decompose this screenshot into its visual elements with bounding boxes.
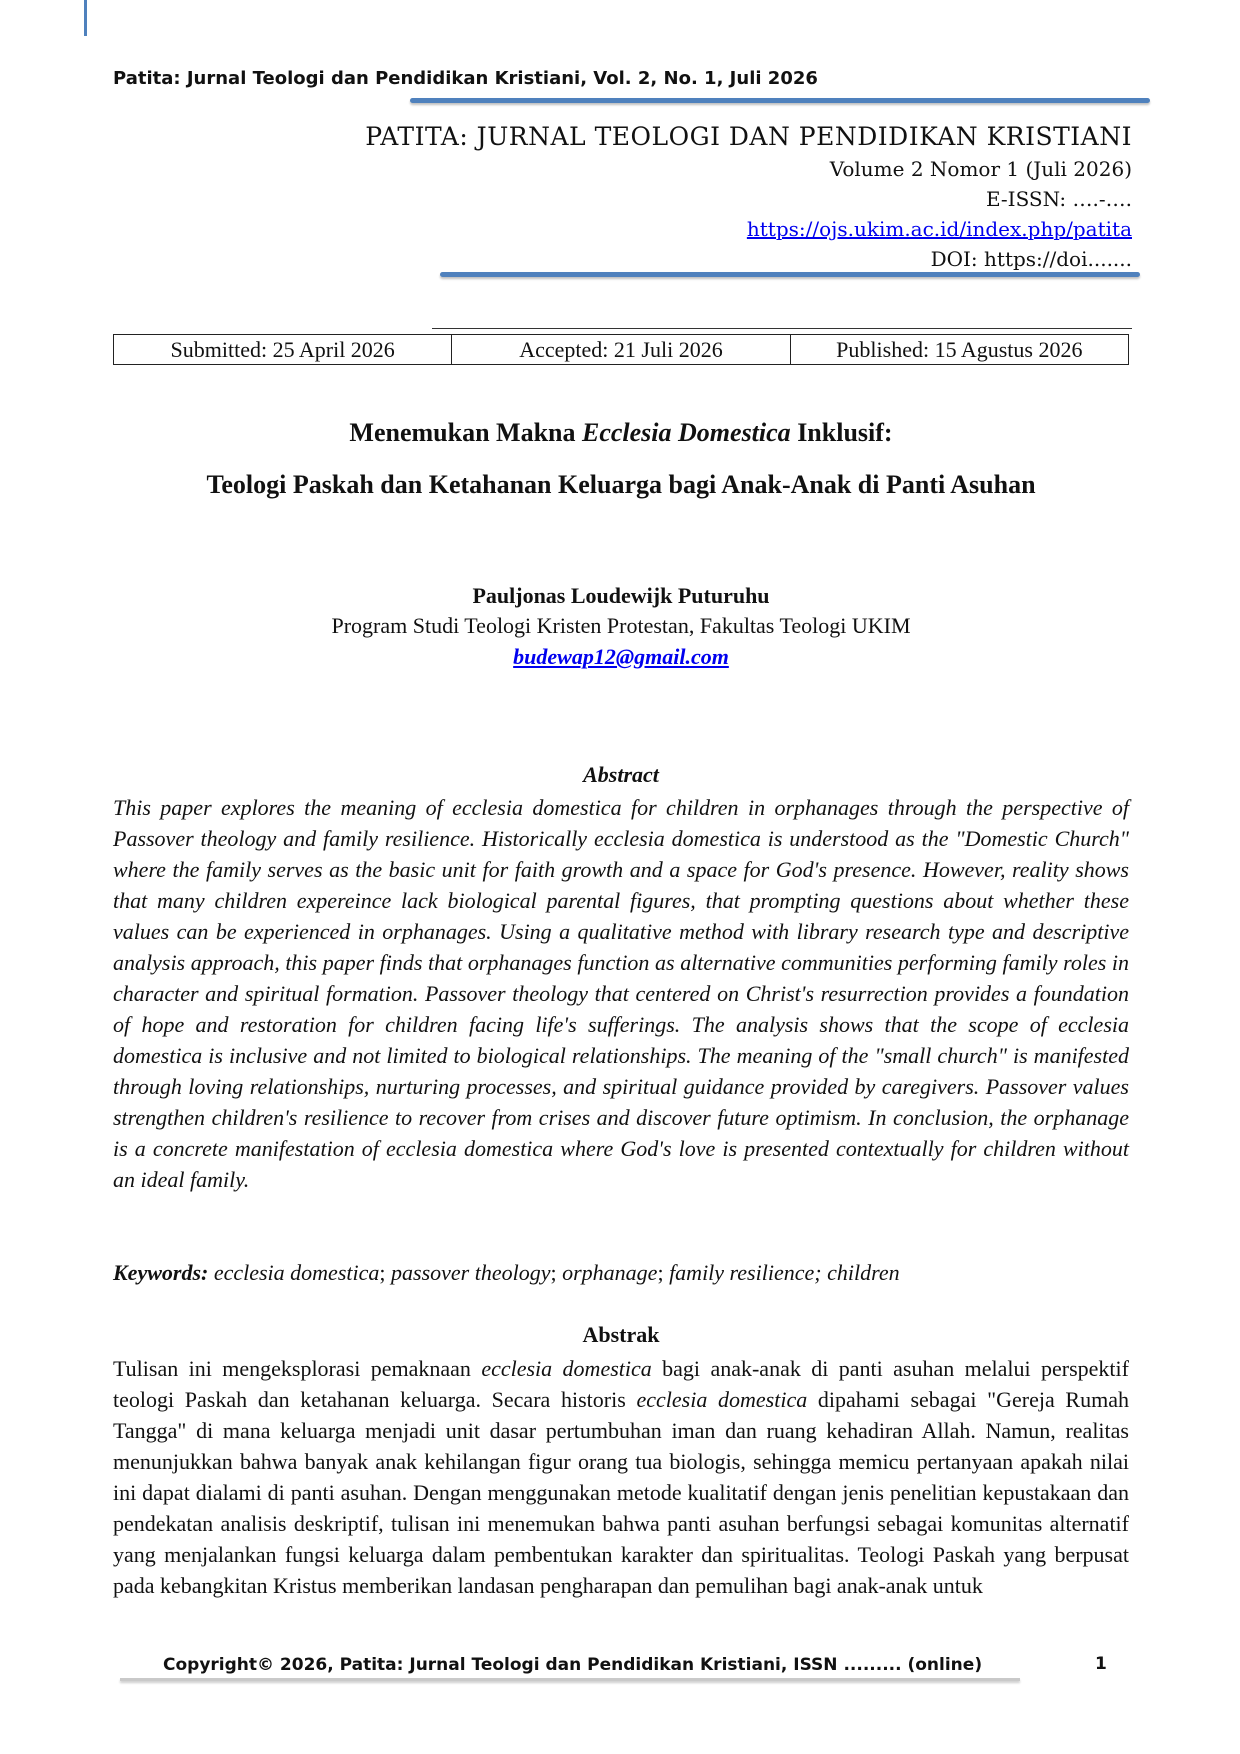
abstrak-text-2: bagi anak-anak di panti asuhan melalui perspektif teologi Paskah dan ketahanan keluarga. Secara historis xyxy=(113,1356,1129,1412)
paper-title-line-2: Teologi Paskah dan Ketahanan Keluarga bagi Anak-Anak di Panti Asuhan xyxy=(206,470,1036,499)
accepted-date: Accepted: 21 Juli 2026 xyxy=(452,335,790,365)
author-email-link[interactable]: budewap12@gmail.com xyxy=(513,644,729,669)
abstract-heading: Abstract xyxy=(583,762,659,787)
author-name: Pauljonas Loudewijk Puturuhu xyxy=(472,583,770,608)
keywords-label: Keywords: xyxy=(113,1260,209,1285)
paper-title-line-1 xyxy=(113,418,1129,448)
submitted-date: Submitted: 25 April 2026 xyxy=(114,335,452,365)
journal-doi: DOI: https://doi....... xyxy=(930,247,1132,271)
keyword-3: orphanage xyxy=(562,1260,658,1285)
title-italic-term: Ecclesia Domestica xyxy=(582,418,791,447)
abstrak-term-2: ecclesia domestica xyxy=(636,1387,808,1412)
keyword-4: family resilience; children xyxy=(669,1260,900,1285)
journal-eissn: E-ISSN: ….-…. xyxy=(985,187,1132,211)
keyword-1: ecclesia domestica xyxy=(208,1260,380,1285)
keyword-sep-2: ; xyxy=(550,1260,563,1285)
author-affiliation: Program Studi Teologi Kristen Protestan, Fakultas Teologi UKIM xyxy=(331,613,911,638)
keyword-sep-1: ; xyxy=(379,1260,392,1285)
running-head: Patita: Jurnal Teologi dan Pendidikan Kristiani, Vol. 2, No. 1, Juli 2026 xyxy=(113,68,818,89)
header-rule-bottom xyxy=(440,272,1140,277)
journal-info xyxy=(365,120,1132,274)
abstrak-heading: Abstrak xyxy=(582,1322,660,1347)
separator-line xyxy=(432,328,1132,329)
keywords xyxy=(113,1260,1129,1286)
dates-table xyxy=(113,334,1129,365)
footer-copyright: Copyright© 2026, Patita: Jurnal Teologi dan Pendidikan Kristiani, ISSN ......... (online) xyxy=(163,1655,983,1675)
journal-url-link[interactable]: https://ojs.ukim.ac.id/index.php/patita xyxy=(746,217,1132,241)
abstract-indonesian xyxy=(113,1353,1129,1601)
page-number: 1 xyxy=(1095,1654,1107,1674)
abstrak-text-1: Tulisan ini mengeksplorasi pemaknaan xyxy=(113,1356,482,1381)
header-rule-top xyxy=(410,98,1150,103)
keyword-sep-3: ; xyxy=(657,1260,670,1285)
published-date: Published: 15 Agustus 2026 xyxy=(790,335,1128,365)
keyword-2: passover theology xyxy=(391,1260,551,1285)
journal-name: PATITA: JURNAL TEOLOGI DAN PENDIDIKAN KRISTIANI xyxy=(365,122,1132,151)
abstrak-text-3: dipahami sebagai "Gereja Rumah Tangga" di mana keluarga menjadi unit dasar pertumbuhan iman dan ruang kehadiran Allah. Namun, realitas menunjukkan bahwa banyak anak kehilangan figur orang tua biologis, sehingga memicu pertanyaan apakah nilai ini dapat dialami di panti asuhan. Dengan menggunakan metode kualitatif dengan jenis penelitian kepustakaan dan pendekatan analisis deskriptif, tulisan ini menemukan bahwa panti asuhan berfungsi sebagai komunitas alternatif yang menjalankan fungsi keluarga dalam pembentukan karakter dan spiritualitas. Teologi Paskah yang berpusat pada kebangkitan Kristus memberikan landasan pengharapan dan pemulihan bagi anak-anak untuk xyxy=(113,1387,1129,1598)
journal-volume: Volume 2 Nomor 1 (Juli 2026) xyxy=(829,157,1132,181)
abstract-english: This paper explores the meaning of ecclesia domestica for children in orphanages through the perspective of Passover theology and family resilience. Historically ecclesia domestica is understood as the "Domestic Church" where the family serves as the basic unit for faith growth and a space for God's presence. However, reality shows that many children expereince lack biological parental figures, that prompting questions about whether these values can be experienced in orphanages. Using a qualitative method with library research type and descriptive analysis approach, this paper finds that orphanages function as alternative communities performing family roles in character and spiritual formation. Passover theology that centered on Christ's resurrection provides a foundation of hope and restoration for children facing life's sufferings. The analysis shows that the scope of ecclesia domestica is inclusive and not limited to biological relationships. The meaning of the "small church" is manifested through loving relationships, nurturing processes, and spiritual guidance provided by caregivers. Passover values strengthen children's resilience to recover from crises and discover future optimism. In conclusion, the orphanage is a concrete manifestation of ecclesia domestica where God's love is presented contextually for children without an ideal family. xyxy=(113,795,1129,1192)
title-text: Menemukan Makna xyxy=(349,418,582,447)
left-margin-mark xyxy=(84,0,87,36)
abstrak-term-1: ecclesia domestica xyxy=(481,1356,652,1381)
footer-rule xyxy=(120,1678,1020,1681)
title-text-end: Inklusif: xyxy=(790,418,893,447)
